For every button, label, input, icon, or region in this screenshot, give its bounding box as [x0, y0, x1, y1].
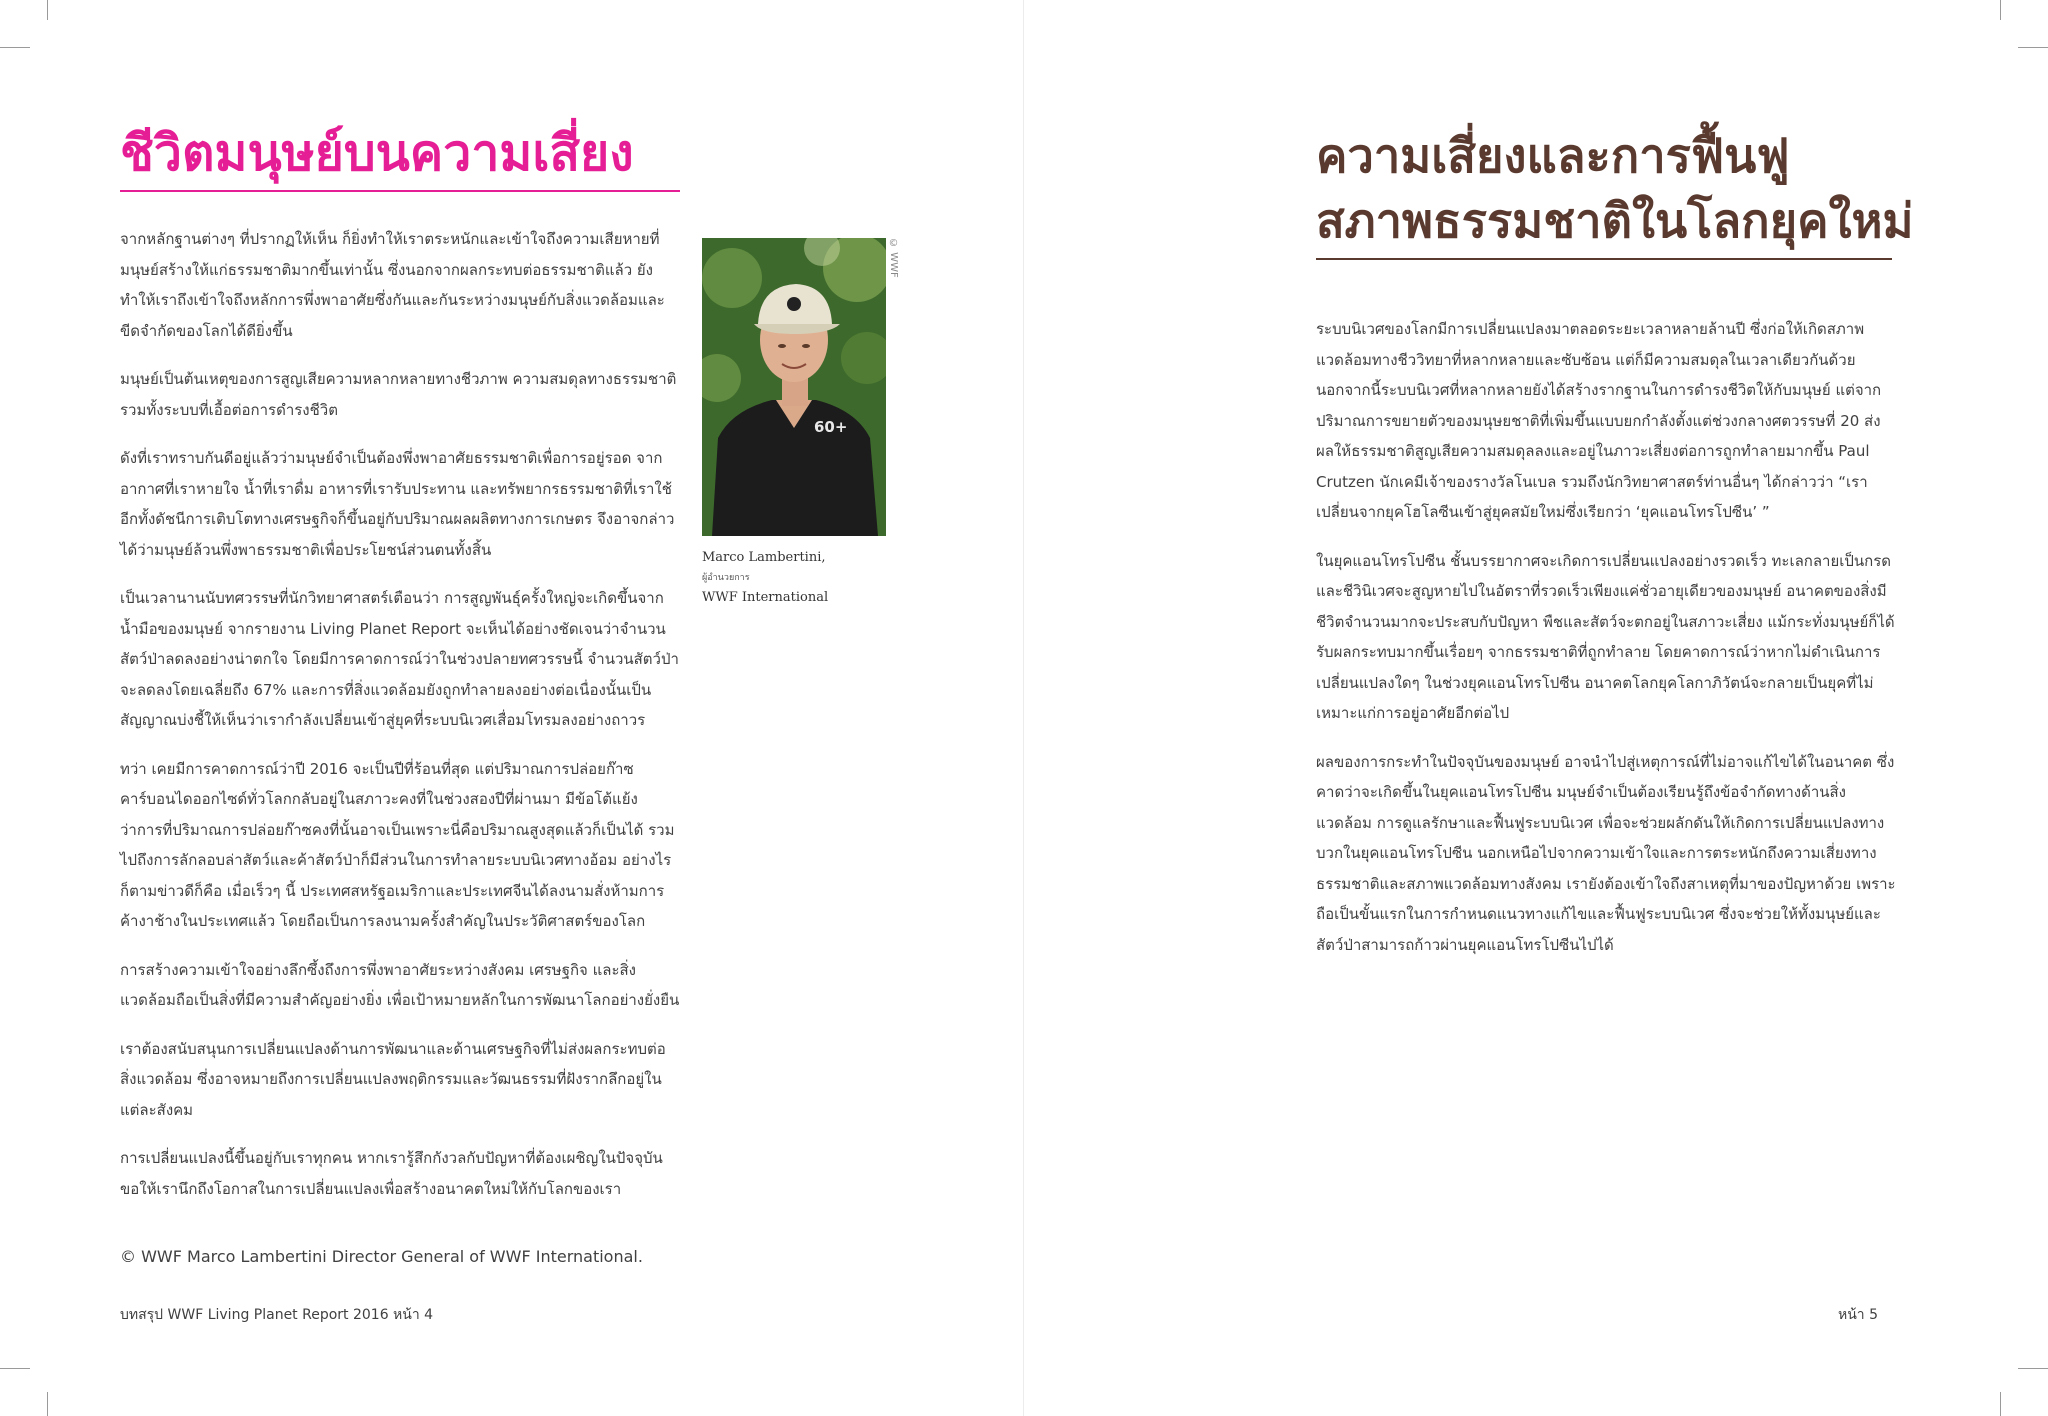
page-title-left: ชีวิตมนุษย์บนความเสี่ยง [120, 118, 680, 192]
title-line: สภาพธรรมชาติในโลกยุคใหม่ [1316, 194, 1914, 249]
copyright-note: © WWF Marco Lambertini Director General of WWF International. [120, 1247, 643, 1266]
footer-left: บทสรุป WWF Living Planet Report 2016 หน้า 4 [120, 1307, 434, 1323]
paragraph: มนุษย์เป็นต้นเหตุของการสูญเสียความหลากหลายทางชีวภาพ ความสมดุลทางธรรมชาติ รวมทั้งระบบที่เอื้อต่อการดำรงชีวิต [120, 370, 677, 419]
portrait-photo [702, 238, 886, 536]
paragraph: การเปลี่ยนแปลงนี้ขึ้นอยู่กับเราทุกคน หากเรารู้สึกกังวลกับปัญหาที่ต้องเผชิญในปัจจุบัน ขอให้เรานึกถึงโอกาสในการเปลี่ยนแปลงเพื่อสร้างอนาคตใหม่ให้กับโลกของเรา [120, 1149, 663, 1198]
crop-mark [47, 1392, 48, 1416]
paragraph: ดังที่เราทราบกันดีอยู่แล้วว่ามนุษย์จำเป็นต้องพึ่งพาอาศัยธรรมชาติเพื่อการอยู่รอด จากอากาศที่เราหายใจ น้ำที่เราดื่ม อาหารที่เรารับประทาน และทรัพยากรธรรมชาติที่เราใช้ อีกทั้งดัชนีการเติบโตทางเศรษฐกิจก็ขึ้นอยู่กับปริมาณผลผลิตทางการเกษตร จึงอาจกล่าวได้ว่ามนุษย์ล้วนพึ่งพาธรรมชาติเพื่อประโยชน์ส่วนตนทั้งสิ้น [120, 449, 675, 559]
shirt-text: 60+ [814, 418, 848, 436]
crop-mark [2018, 47, 2048, 48]
paragraph: ผลของการกระทำในปัจจุบันของมนุษย์ อาจนำไปสู่เหตุการณ์ที่ไม่อาจแก้ไขได้ในอนาคต ซึ่งคาดว่าจะเกิดขึ้นในยุคแอนโทรโปซีน มนุษย์จำเป็นต้องเรียนรู้ถึงข้อจำกัดทางด้านสิ่งแวดล้อม การดูแลรักษาและฟื้นฟูระบบนิเวศ เพื่อจะช่วยผลักดันให้เกิดการเปลี่ยนแปลงทางบวกในยุคแอนโทรโปซีน นอกเหนือไปจากความเข้าใจและการตระหนักถึงความเสี่ยงทางธรรมชาติและสภาพแวดล้อมทางสังคม เรายังต้องเข้าใจถึงสาเหตุที่มาของปัญหาด้วย เพราะถือเป็นขั้นแรกในการกำหนดแนวทางแก้ไขและฟื้นฟูระบบนิเวศ ซึ่งจะช่วยให้ทั้งมนุษย์และสัตว์ป่าสามารถก้าวผ่านยุคแอนโทรโปซีนไปได้ [1316, 752, 1896, 954]
crop-mark [2000, 0, 2001, 20]
paragraph: ในยุคแอนโทรโปซีน ชั้นบรรยากาศจะเกิดการเปลี่ยนแปลงอย่างรวดเร็ว ทะเลกลายเป็นกรดและชีวินิเวศจะสูญหายไปในอัตราที่รวดเร็วเพียงแค่ชั่วอายุเดียวของมนุษย์ อนาคตของสิ่งมีชีวิตจำนวนมากจะประสบกับปัญหา พืชและสัตว์จะตกอยู่ในสภาวะเสี่ยง แม้กระทั่งมนุษย์ก็ได้รับผลกระทบมากขึ้นเรื่อยๆ จากธรรมชาติที่ถูกทำลาย โดยคาดการณ์ว่าหากไม่ดำเนินการเปลี่ยนแปลงใดๆ ในช่วงยุคแอนโทรโปซีน อนาคตโลกยุคโลกาภิวัตน์จะกลายเป็นยุคที่ไม่เหมาะแก่การอยู่อาศัยอีกต่อไป [1316, 551, 1895, 722]
photo-caption [702, 548, 902, 608]
paragraph: การสร้างความเข้าใจอย่างลึกซึ้งถึงการพึ่งพาอาศัยระหว่างสังคม เศรษฐกิจ และสิ่งแวดล้อมถือเป็นสิ่งที่มีความสำคัญอย่างยิ่ง เพื่อเป้าหมายหลักในการพัฒนาโลกอย่างยั่งยืน [120, 960, 680, 1009]
left-body-text [120, 224, 680, 1222]
title-line: ความเสี่ยงและการฟื้นฟู [1316, 129, 1790, 184]
paragraph: ระบบนิเวศของโลกมีการเปลี่ยนแปลงมาตลอดระยะเวลาหลายล้านปี ซึ่งก่อให้เกิดสภาพแวดล้อมทางชีววิทยาที่หลากหลายและซับซ้อน แต่ก็มีความสมดุลในเวลาเดียวกันด้วย นอกจากนี้ระบบนิเวศที่หลากหลายยังได้สร้างรากฐานในการดำรงชีวิตให้กับมนุษย์ แต่จากปริมาณการขยายตัวของมนุษยชาติที่เพิ่มขึ้นแบบยกกำลังตั้งแต่ช่วงกลางศตวรรษที่ 20 ส่งผลให้ธรรมชาติสูญเสียความสมดุลลงและอยู่ในภาวะเสี่ยงต่อการถูกทำลายมากขึ้น Paul Crutzen นักเคมีเจ้าของรางวัลโนเบล รวมถึงนักวิทยาศาสตร์ท่านอื่นๆ ได้กล่าวว่า “เราเปลี่ยนจากยุคโฮโลซีนเข้าสู่ยุคสมัยใหม่ซึ่งเรียกว่า ‘ยุคแอนโทรโปซีน’ ” [1316, 320, 1882, 521]
footer-right: หน้า 5 [1838, 1307, 1879, 1323]
photo-credit: © WWF [888, 238, 899, 278]
crop-mark [47, 0, 48, 20]
paragraph: เป็นเวลานานนับทศวรรษที่นักวิทยาศาสตร์เตือนว่า การสูญพันธุ์ครั้งใหญ่จะเกิดขึ้นจากน้ำมือของมนุษย์ จากรายงาน Living Planet Report จะเห็นได้อย่างชัดเจนว่าจำนวนสัตว์ป่าลดลงอย่างน่าตกใจ โดยมีการคาดการณ์ว่าในช่วงปลายทศวรรษนี้ จำนวนสัตว์ป่าจะลดลงโดยเฉลี่ยถึง 67% และการที่สิ่งแวดล้อมยังถูกทำลายลงอย่างต่อเนื่องนั้นเป็นสัญญาณบ่งชี้ให้เห็นว่าเรากำลังเปลี่ยนเข้าสู่ยุคที่ระบบนิเวศเสื่อมโทรมลงอย่างถาวร [120, 589, 679, 729]
crop-mark [2000, 1392, 2001, 1416]
paragraph: จากหลักฐานต่างๆ ที่ปรากฏให้เห็น ก็ยิ่งทำให้เราตระหนักและเข้าใจถึงความเสียหายที่มนุษย์สร้างให้แก่ธรรมชาติมากขึ้นเท่านั้น ซึ่งนอกจากผลกระทบต่อธรรมชาติแล้ว ยังทำให้เราถึงเข้าใจถึงหลักการพึ่งพาอาศัยซึ่งกันและกันระหว่างมนุษย์กับสิ่งแวดล้อมและขีดจำกัดของโลกได้ดียิ่งขึ้น [120, 230, 665, 340]
portrait-illustration [702, 238, 886, 536]
crop-mark [2018, 1368, 2048, 1369]
caption-name: Marco Lambertini, [702, 550, 826, 565]
page-gutter [1023, 0, 1024, 1416]
page-title-right [1316, 124, 1914, 260]
caption-organization: WWF International [702, 590, 829, 605]
crop-mark [0, 47, 30, 48]
caption-role: ผู้อำนวยการ [702, 573, 750, 583]
crop-mark [0, 1368, 30, 1369]
paragraph: ทว่า เคยมีการคาดการณ์ว่าปี 2016 จะเป็นปีที่ร้อนที่สุด แต่ปริมาณการปล่อยก๊าซคาร์บอนไดออกไซด์ทั่วโลกกลับอยู่ในสภาวะคงที่ในช่วงสองปีที่ผ่านมา มีข้อโต้แย้งว่าการที่ปริมาณการปล่อยก๊าซคงที่นั้นอาจเป็นเพราะนี่คือปริมาณสูงสุดแล้วก็เป็นได้ รวมไปถึงการลักลอบล่าสัตว์และค้าสัตว์ป่าก็มีส่วนในการทำลายระบบนิเวศทางอ้อม อย่างไรก็ตามข่าวดีก็คือ เมื่อเร็วๆ นี้ ประเทศสหรัฐอเมริกาและประเทศจีนได้ลงนามสั่งห้ามการค้างาช้างในประเทศแล้ว โดยถือเป็นการลงนามครั้งสำคัญในประวัติศาสตร์ของโลก [120, 759, 675, 930]
right-body-text [1316, 314, 1896, 978]
paragraph: เราต้องสนับสนุนการเปลี่ยนแปลงด้านการพัฒนาและด้านเศรษฐกิจที่ไม่ส่งผลกระทบต่อสิ่งแวดล้อม ซึ่งอาจหมายถึงการเปลี่ยนแปลงพฤติกรรมและวัฒนธรรมที่ฝังรากลึกอยู่ในแต่ละสังคม [120, 1039, 666, 1119]
